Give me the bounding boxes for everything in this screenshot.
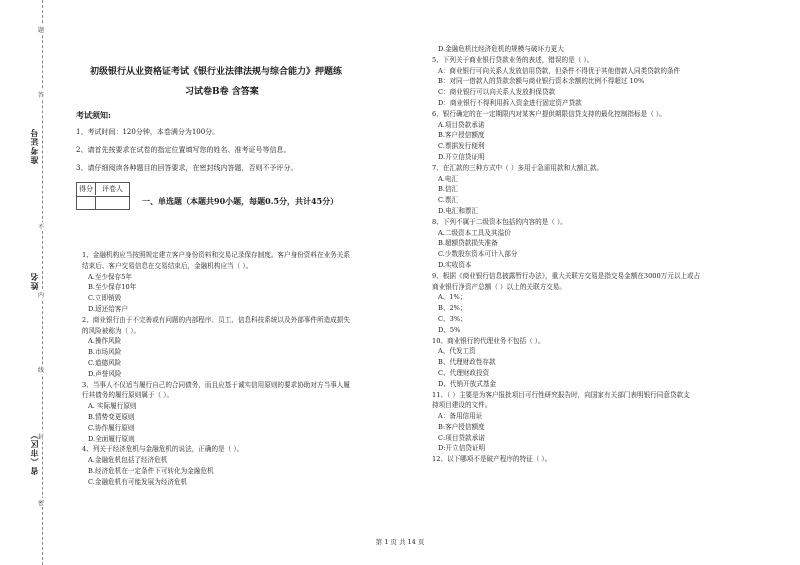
question-text: 5、下列关于商业银行贷款业务的表述，错误的是（ ）。: [432, 55, 594, 64]
answer-option: C.票据发行便利: [438, 142, 485, 151]
answer-option: C.道德风险: [88, 358, 122, 367]
question-text: 商业银行净资产总额（ ）以上的关联方交易。: [432, 282, 566, 291]
name-label: 姓名: [29, 272, 39, 290]
question-text: 6、银行确定的在一定期限内对某客户提供期限信贷支持的最化控制指标是（ ）。: [432, 109, 666, 118]
answer-option: C.票汇: [438, 196, 459, 205]
question-text: 7、在汇款的三种方式中（ ）多用于急需用款和大额汇款。: [432, 163, 604, 172]
answer-option: A.项目贷款承诺: [438, 120, 485, 129]
right-question-column: [426, 44, 771, 465]
answer-option: D、5%: [438, 325, 461, 334]
question-text: 持项目建设的文件。: [432, 401, 492, 410]
answer-option: C：商业银行可以向关系人发放担保贷款: [438, 88, 556, 97]
answer-option: B.超额贷款损失准备: [438, 239, 498, 248]
notice-item: 1、考试时间：120分钟，本卷满分为100分。: [76, 128, 220, 136]
question-text: 行其债务的履行原则属于（ ）。: [82, 391, 174, 400]
question-text: 8、下列不属于二级资本包括的内容的是（ ）。: [432, 217, 567, 226]
question-text: 9、根据《商业银行信息披露暂行办法》，重大关联方交易是指交易金额在3000万元以上或占: [432, 271, 701, 280]
region-label: 省（市区）: [29, 430, 39, 475]
answer-option: C、3%；: [438, 314, 467, 323]
notice-heading: 考试须知:: [76, 110, 111, 120]
answer-option: C:项目贷款承诺: [438, 433, 485, 442]
question-text: 的风险被称为（ ）。: [82, 326, 141, 335]
question-text: 1、金融机构应当按照规定建立客户身份资料和交易记录保存制度。客户身份资料在业务关系: [82, 251, 350, 259]
answer-option: B.经济危机在一定条件下可转化为金融危机: [88, 466, 214, 475]
notice-item: 2、请首先按要求在试卷的指定位置填写您的姓名、准考证号等信息。: [76, 146, 291, 154]
seal-mark: 封: [38, 434, 45, 441]
page-title: [90, 62, 360, 102]
binding-margin: [0, 0, 48, 565]
answer-option: B.客户授信额度: [438, 131, 485, 140]
section-title: 一、单选题（本题共90小题，每题0.5分，共计45分）: [142, 196, 339, 206]
answer-option: C.金融危机有可能发展为经济危机: [88, 477, 188, 486]
title-line-2: 习试卷B卷 含答案: [185, 87, 259, 97]
score-entry-row: [77, 196, 129, 210]
score-box-divider: [95, 196, 96, 209]
seal-mark: 答: [38, 92, 45, 99]
answer-option: B:客户授信额度: [438, 422, 485, 431]
answer-option: C.协作履行原则: [88, 423, 135, 432]
answer-option: D.金融危机比经济危机的规模与破坏力更大: [438, 45, 564, 53]
answer-option: D：商业银行不得利用拆入资金进行固定资产贷款: [438, 98, 582, 107]
question-text: 12、以下哪项不是破产程序的特征（ ）。: [432, 455, 552, 464]
exam-id-label: 准考证号: [29, 128, 39, 164]
answer-option: A. 实际履行原则: [88, 402, 137, 411]
answer-option: B、2%；: [438, 304, 467, 313]
question-text: 10、商业银行的代理业务不包括（ ）。: [432, 336, 545, 345]
answer-option: A：备用信用证: [438, 412, 483, 421]
score-label: 得分: [77, 183, 96, 195]
left-question-column: [76, 250, 411, 488]
seal-mark: 密: [38, 500, 45, 507]
answer-option: C、代理财政投资: [438, 368, 490, 377]
seal-mark: 不: [38, 224, 45, 231]
answer-option: C.立即销毁: [88, 294, 122, 303]
notice-item: 3、请仔细阅读各种题目的回答要求，在密封线内答题，否则不予评分。: [76, 164, 298, 172]
answer-option: A.金融危机包括了经济危机: [88, 456, 168, 465]
answer-option: D.开立信贷证明: [438, 152, 485, 161]
answer-option: D.返还给客户: [88, 304, 129, 313]
answer-option: D、代销开放式基金: [438, 379, 497, 388]
answer-option: B：对同一借款人的贷款余额与商业银行资本余额的比例不得超过 10%: [438, 77, 645, 86]
question-text: 3、当事人不仅适当履行自己的合同债务，而且应基于诚实信用原则的要求协助对方当事人履: [82, 380, 350, 389]
seal-mark: 题: [38, 27, 45, 34]
answer-option: B.信汇: [438, 185, 459, 194]
answer-option: A.操作风险: [88, 337, 122, 346]
score-box: [76, 182, 130, 210]
answer-option: D.实收资本: [438, 260, 472, 269]
grader-label: 评卷人: [102, 185, 123, 193]
answer-option: D:开立信贷证明: [438, 444, 486, 453]
answer-option: A.至少保存5年: [88, 272, 133, 281]
seal-mark: 线: [38, 367, 45, 374]
answer-option: C.少数股东资本可计入部分: [438, 250, 518, 259]
title-line-1: 初级银行从业资格证考试《银行业法律法规与综合能力》押题练: [90, 67, 343, 77]
page-footer: 第 1 页 共 14 页: [375, 538, 425, 546]
answer-option: B.市场风险: [88, 348, 122, 357]
answer-option: A、代发工资: [438, 347, 476, 356]
question-text: 结束后、客户交易信息在交易结束后，金融机构应当（ ）。: [82, 261, 253, 270]
question-text: 2、商业银行由于不完善或有问题的内部程序、员工、信息科技系统以及外部事件所造成损失: [82, 315, 350, 324]
seal-line: [42, 0, 43, 565]
answer-option: B.情势变更原则: [88, 412, 135, 421]
question-text: 11、（ ）主要是为客户报批项目可行性研究报告时，向国家有关部门表明银行同意贷款支: [432, 390, 690, 399]
answer-option: A、1%；: [438, 293, 467, 302]
answer-option: D.电汇和票汇: [438, 206, 479, 215]
answer-option: B.至少保存10年: [88, 283, 137, 292]
answer-option: B、代理财政性存款: [438, 358, 496, 367]
answer-option: A.二级资本工具及其溢价: [438, 228, 511, 237]
answer-option: D.全面履行原则: [88, 434, 135, 443]
seal-mark: 内: [38, 292, 45, 299]
answer-option: D.声誉风险: [88, 369, 122, 378]
question-text: 4、列关于经济危机与金融危机的说法，正确的是（ ）。: [82, 445, 244, 454]
answer-option: A.电汇: [438, 174, 459, 183]
answer-option: A：商业银行可向关系人发放信用贷款，但条件不得优于其他借款人同类贷款的条件: [438, 66, 681, 75]
